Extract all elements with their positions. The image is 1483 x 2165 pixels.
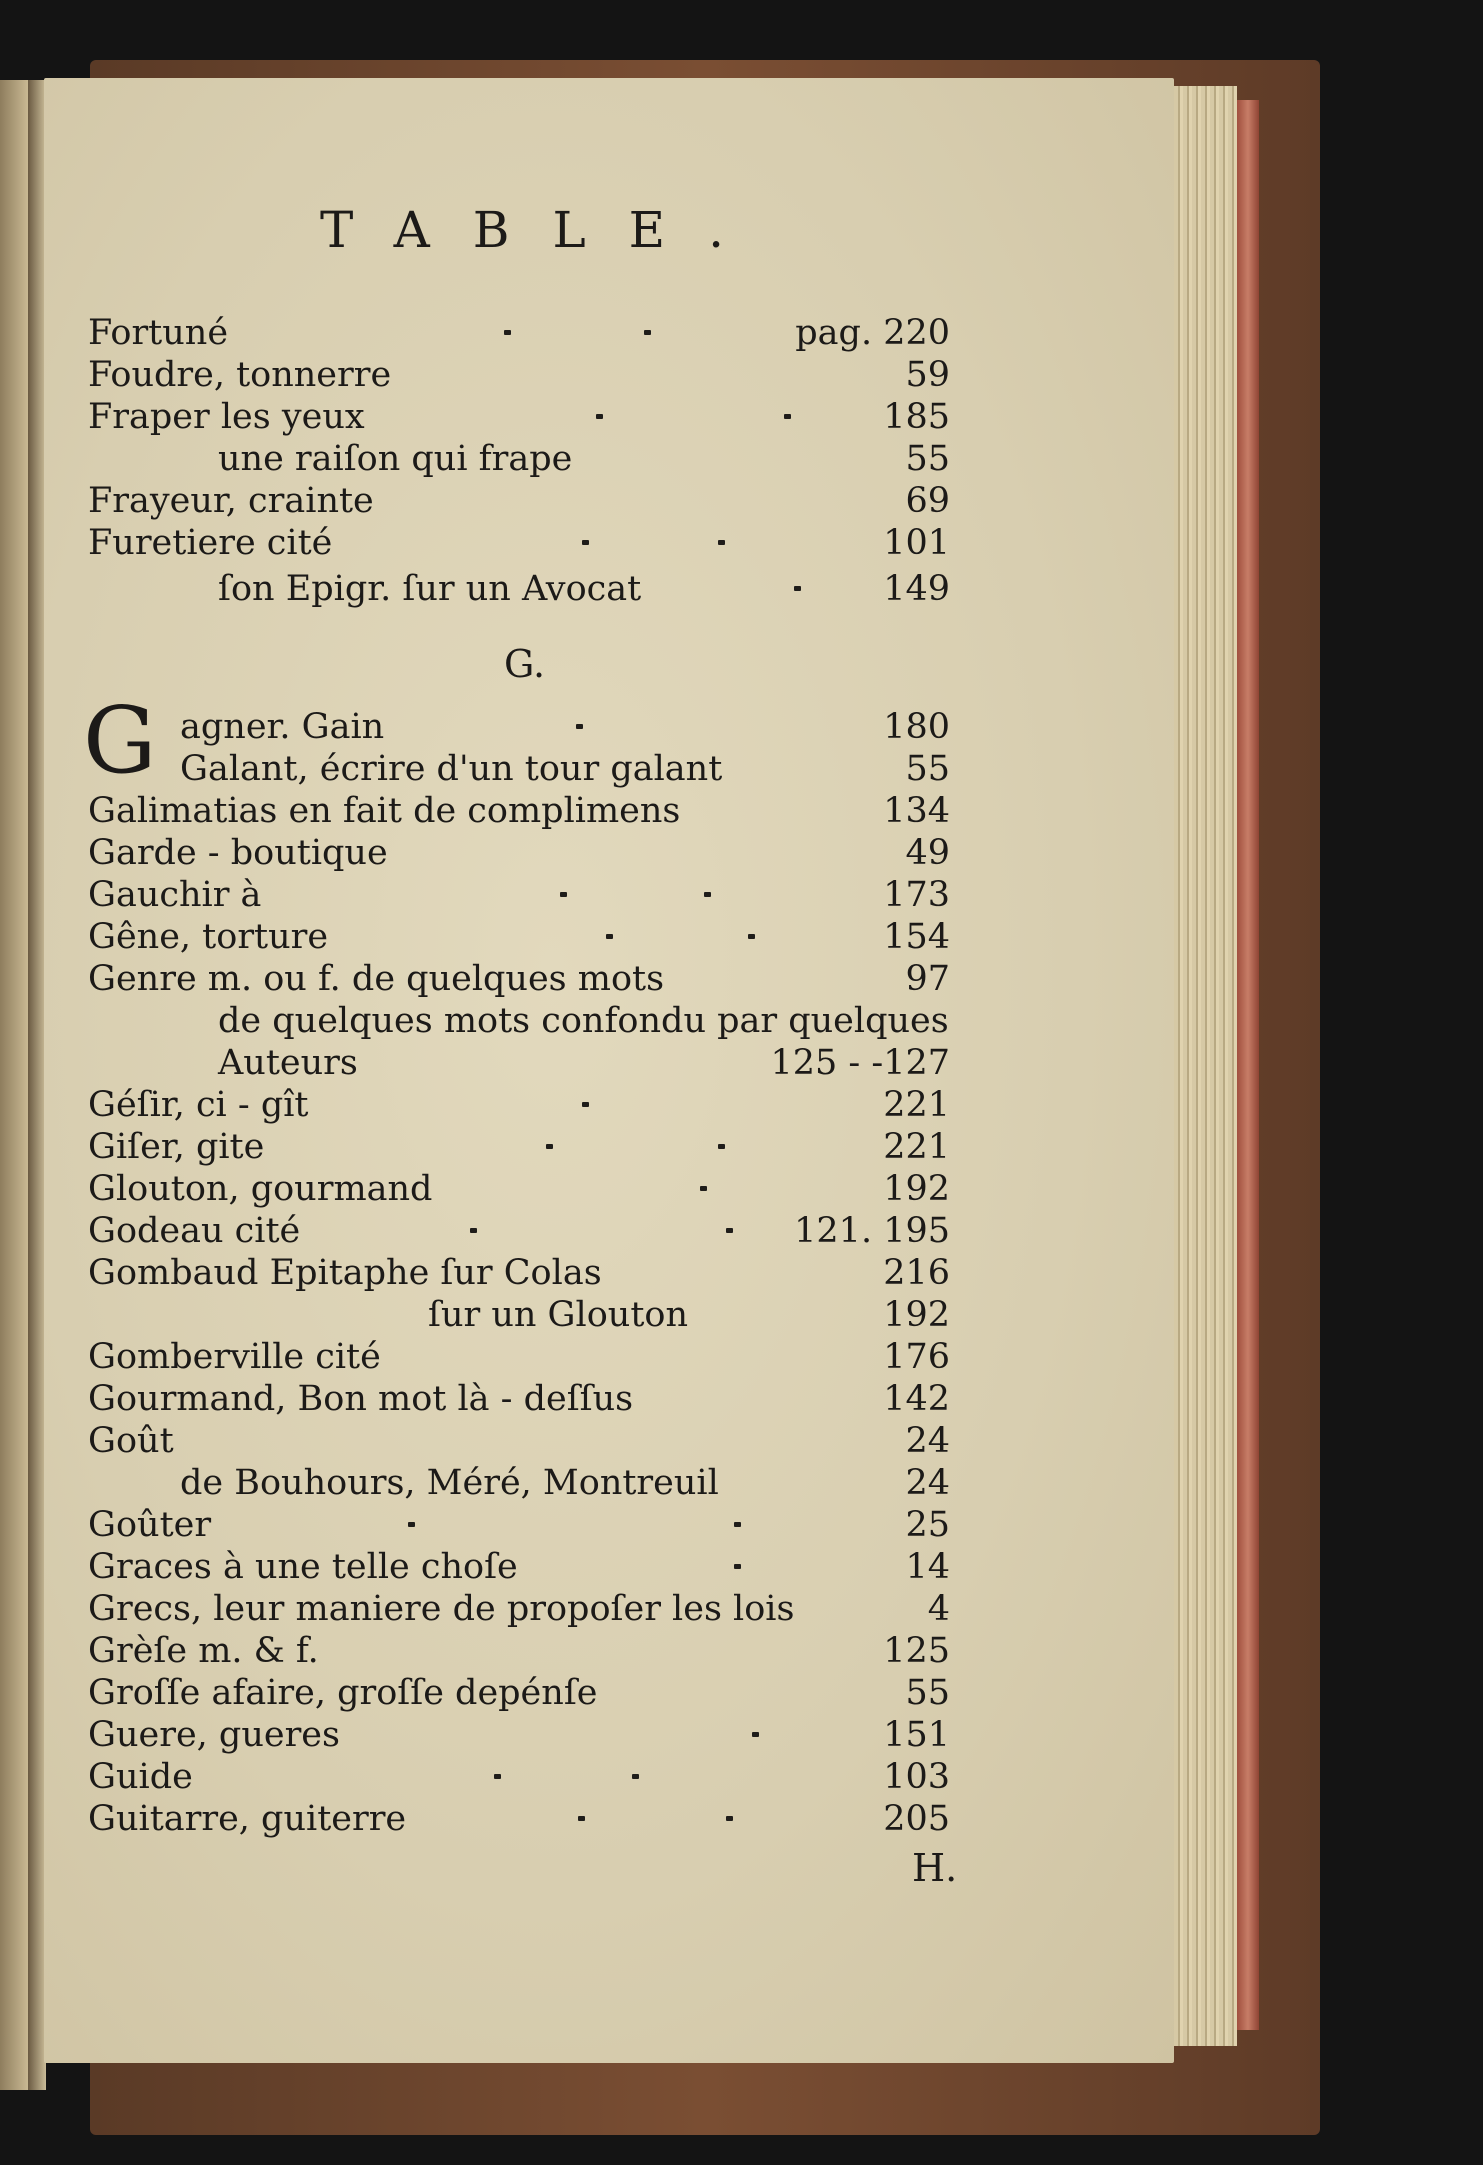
index-entry — [88, 1671, 950, 1715]
index-entry — [88, 395, 950, 439]
leader-dot — [752, 1732, 759, 1737]
entry-page: 14 — [905, 1547, 950, 1587]
index-entry — [88, 999, 950, 1043]
entry-label: Gauchir à — [88, 875, 262, 915]
entry-label: Goût — [88, 1421, 174, 1461]
entry-label: une raiſon qui frape — [218, 439, 573, 479]
leader-dot — [794, 586, 801, 591]
catchword: H. — [912, 1846, 958, 1890]
entry-label: Gomberville cité — [88, 1337, 381, 1377]
entry-page: 221 — [883, 1127, 950, 1167]
leader-dot — [578, 1816, 585, 1821]
entry-page: 176 — [883, 1337, 950, 1377]
index-entry — [88, 1293, 950, 1337]
index-entry — [88, 567, 950, 611]
entry-label: Gourmand, Bon mot là - deſſus — [88, 1379, 634, 1419]
leader-dot — [726, 1228, 733, 1233]
entry-label: Galimatias en fait de complimens — [88, 791, 681, 831]
leader-dot — [408, 1522, 415, 1527]
leader-dot — [632, 1774, 639, 1779]
leader-dot — [582, 1102, 589, 1107]
index-entry — [88, 1083, 950, 1127]
index-entry — [88, 1503, 950, 1547]
entry-label: Auteurs — [218, 1043, 358, 1083]
entry-page: 125 - -127 — [770, 1043, 950, 1083]
entry-page: 173 — [883, 875, 950, 915]
entry-page: 125 — [883, 1631, 950, 1671]
index-entry — [88, 1797, 950, 1841]
previous-page-edge — [0, 80, 30, 2090]
red-sprinkled-edge — [1237, 100, 1259, 2030]
entry-label: Guitarre, guiterre — [88, 1799, 407, 1839]
page-block-edge — [1165, 86, 1237, 2046]
entry-label: Foudre, tonnerre — [88, 355, 392, 395]
entry-page: 24 — [905, 1463, 950, 1503]
leader-dot — [494, 1774, 501, 1779]
index-entry — [88, 1629, 950, 1673]
entry-page: 103 — [883, 1757, 950, 1797]
entry-page: 59 — [905, 355, 950, 395]
entry-page: 205 — [883, 1799, 950, 1839]
leader-dot — [470, 1228, 477, 1233]
leader-dot — [644, 330, 651, 335]
index-entry — [88, 1755, 950, 1799]
index-entry — [88, 1335, 950, 1379]
entry-page: 149 — [883, 569, 950, 609]
entry-page: 24 — [905, 1421, 950, 1461]
entry-page: 121. 195 — [794, 1211, 950, 1251]
entry-label: ſon Epigr. ſur un Avocat — [218, 569, 642, 609]
leader-dot — [734, 1522, 741, 1527]
section-letter: G. — [504, 642, 546, 686]
leader-dot — [700, 1186, 707, 1191]
entry-label: Frayeur, crainte — [88, 481, 374, 521]
entry-label: Gombaud Epitaphe ſur Colas — [88, 1253, 602, 1293]
entry-page: 185 — [883, 397, 950, 437]
leader-dot — [560, 892, 567, 897]
index-entry — [88, 1041, 950, 1085]
entry-label: Gêne, torture — [88, 917, 329, 957]
entry-page: 154 — [883, 917, 950, 957]
entry-label: Giſer, gite — [88, 1127, 265, 1167]
index-entry — [88, 789, 950, 833]
entry-page: 101 — [883, 523, 950, 563]
index-entry — [88, 1125, 950, 1169]
entry-label: Géſir, ci - gît — [88, 1085, 309, 1125]
entry-page: 134 — [883, 791, 950, 831]
entry-page: 216 — [883, 1253, 950, 1293]
index-entry — [88, 957, 950, 1001]
entry-page: 25 — [905, 1505, 950, 1545]
entry-label: de quelques mots confondu par quelques — [218, 1001, 949, 1041]
entry-label: ſur un Glouton — [428, 1295, 689, 1335]
entry-label: Galant, écrire d'un tour galant — [180, 749, 723, 789]
leader-dot — [546, 1144, 553, 1149]
index-entry — [88, 353, 950, 397]
entry-page: 55 — [905, 1673, 950, 1713]
entry-page: 55 — [905, 439, 950, 479]
leader-dot — [748, 934, 755, 939]
entry-label: Genre m. ou f. de quelques mots — [88, 959, 665, 999]
entry-page: 55 — [905, 749, 950, 789]
page-title: TABLE. — [320, 201, 768, 259]
entry-label: Fraper les yeux — [88, 397, 365, 437]
leader-dot — [718, 1144, 725, 1149]
entry-label: Grecs, leur maniere de propoſer les lois — [88, 1589, 795, 1629]
index-entry — [88, 873, 950, 917]
index-entry — [88, 1461, 950, 1505]
entry-page: 192 — [883, 1169, 950, 1209]
index-entry — [88, 747, 950, 791]
drop-cap: G — [83, 687, 157, 794]
entry-label: Furetiere cité — [88, 523, 333, 563]
entry-page: pag. 220 — [795, 313, 950, 353]
index-entry — [88, 915, 950, 959]
entry-page: 69 — [905, 481, 950, 521]
entry-page: 221 — [883, 1085, 950, 1125]
leader-dot — [726, 1816, 733, 1821]
entry-page: 142 — [883, 1379, 950, 1419]
entry-label: Guere, gueres — [88, 1715, 340, 1755]
index-entry — [88, 1545, 950, 1589]
entry-label: Graces à une telle choſe — [88, 1547, 518, 1587]
entry-label: de Bouhours, Méré, Montreuil — [180, 1463, 719, 1503]
entry-label: Garde - boutique — [88, 833, 388, 873]
index-entry — [88, 479, 950, 523]
leader-dot — [734, 1564, 741, 1569]
index-entry — [88, 437, 950, 481]
leader-dot — [582, 540, 589, 545]
index-entry — [88, 1209, 950, 1253]
entry-label: Guide — [88, 1757, 193, 1797]
entry-label: Grèſe m. & f. — [88, 1631, 319, 1671]
entry-page: 49 — [905, 833, 950, 873]
entry-label: agner. Gain — [180, 707, 385, 747]
entry-label: Glouton, gourmand — [88, 1169, 433, 1209]
entry-label: Groſſe afaire, groſſe depénſe — [88, 1673, 598, 1713]
entry-page: 97 — [905, 959, 950, 999]
leader-dot — [576, 724, 583, 729]
entry-label: Fortuné — [88, 313, 229, 353]
index-entry — [88, 831, 950, 875]
index-entry — [88, 1251, 950, 1295]
leader-dot — [718, 540, 725, 545]
entry-page: 151 — [883, 1715, 950, 1755]
entry-label: Goûter — [88, 1505, 212, 1545]
leader-dot — [704, 892, 711, 897]
index-entry — [88, 1377, 950, 1421]
index-entry — [88, 1167, 950, 1211]
entry-page: 4 — [927, 1589, 950, 1629]
index-entry — [88, 311, 950, 355]
index-entry — [88, 1587, 950, 1631]
index-entry — [88, 1419, 950, 1463]
leader-dot — [504, 330, 511, 335]
leader-dot — [606, 934, 613, 939]
entry-page: 180 — [883, 707, 950, 747]
leader-dot — [784, 414, 791, 419]
index-entry — [88, 1713, 950, 1757]
index-entry — [88, 521, 950, 565]
entry-label: Godeau cité — [88, 1211, 301, 1251]
index-entry — [88, 705, 950, 749]
entry-page: 192 — [883, 1295, 950, 1335]
leader-dot — [596, 414, 603, 419]
